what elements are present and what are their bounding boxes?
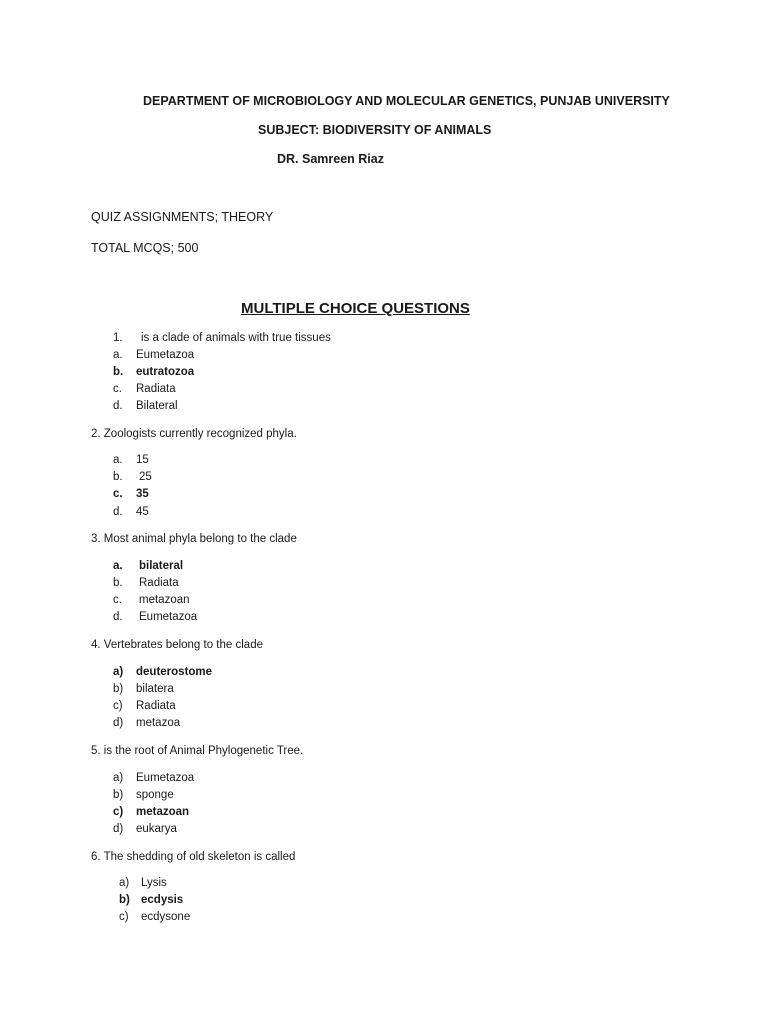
option-letter: a) — [113, 666, 124, 678]
assignment-type: QUIZ ASSIGNMENTS; THEORY — [91, 210, 274, 224]
option-text: Lysis — [141, 877, 167, 889]
option-text: 25 — [139, 471, 152, 483]
department-heading: DEPARTMENT OF MICROBIOLOGY AND MOLECULAR GENETICS, PUNJAB UNIVERSITY — [143, 94, 670, 108]
question-4-text: 4. Vertebrates belong to the clade — [91, 639, 263, 651]
instructor-name: DR. Samreen Riaz — [277, 152, 384, 166]
option-text: eutratozoa — [136, 366, 195, 378]
option-letter: a. — [113, 349, 123, 361]
option-text: metazoa — [136, 717, 181, 729]
option-text: sponge — [136, 789, 174, 801]
option-letter: b) — [113, 789, 124, 801]
question-1-number: 1. — [113, 332, 123, 344]
option-letter: c. — [113, 594, 122, 606]
option-letter: b. — [113, 471, 123, 483]
section-title: MULTIPLE CHOICE QUESTIONS — [241, 300, 470, 317]
question-1-text: is a clade of animals with true tissues — [141, 332, 331, 344]
option-letter: c) — [113, 700, 123, 712]
option-text: ecdysis — [141, 894, 184, 906]
subject-heading: SUBJECT: BIODIVERSITY OF ANIMALS — [258, 123, 492, 137]
option-text: bilatera — [136, 683, 174, 695]
option-text: Eumetazoa — [136, 772, 195, 784]
option-letter: c. — [113, 383, 122, 395]
option-letter: c) — [113, 806, 124, 818]
question-5-text: 5. is the root of Animal Phylogenetic Tree. — [91, 745, 304, 757]
option-letter: d. — [113, 611, 123, 623]
option-text: Radiata — [139, 577, 179, 589]
option-text: Eumetazoa — [139, 611, 198, 623]
option-letter: c. — [113, 488, 123, 500]
option-letter: b) — [119, 894, 130, 906]
question-3-text: 3. Most animal phyla belong to the clade — [91, 533, 297, 545]
option-text: Bilateral — [136, 400, 178, 412]
option-letter: b) — [113, 683, 124, 695]
total-mcqs: TOTAL MCQS; 500 — [91, 241, 199, 255]
option-letter: a. — [113, 454, 123, 466]
option-text: 45 — [136, 506, 149, 518]
option-text: Eumetazoa — [136, 349, 195, 361]
option-text: Radiata — [136, 700, 176, 712]
option-text: deuterostome — [136, 666, 213, 678]
option-letter: a) — [119, 877, 130, 889]
option-letter: d. — [113, 400, 123, 412]
option-letter: b. — [113, 366, 124, 378]
option-text: ecdysone — [141, 911, 191, 923]
option-text: bilateral — [139, 560, 184, 572]
option-text: eukarya — [136, 823, 177, 835]
option-letter: b. — [113, 577, 123, 589]
option-letter: d. — [113, 506, 123, 518]
option-letter: c) — [119, 911, 129, 923]
option-text: metazoan — [136, 806, 190, 818]
option-text: 35 — [136, 488, 149, 500]
option-text: metazoan — [139, 594, 190, 606]
option-text: 15 — [136, 454, 149, 466]
option-text: Radiata — [136, 383, 176, 395]
option-letter: d) — [113, 823, 124, 835]
option-letter: a) — [113, 772, 124, 784]
option-letter: a. — [113, 560, 123, 572]
option-letter: d) — [113, 717, 124, 729]
question-2-text: 2. Zoologists currently recognized phyla. — [91, 428, 297, 440]
question-6-text: 6. The shedding of old skeleton is called — [91, 851, 296, 863]
